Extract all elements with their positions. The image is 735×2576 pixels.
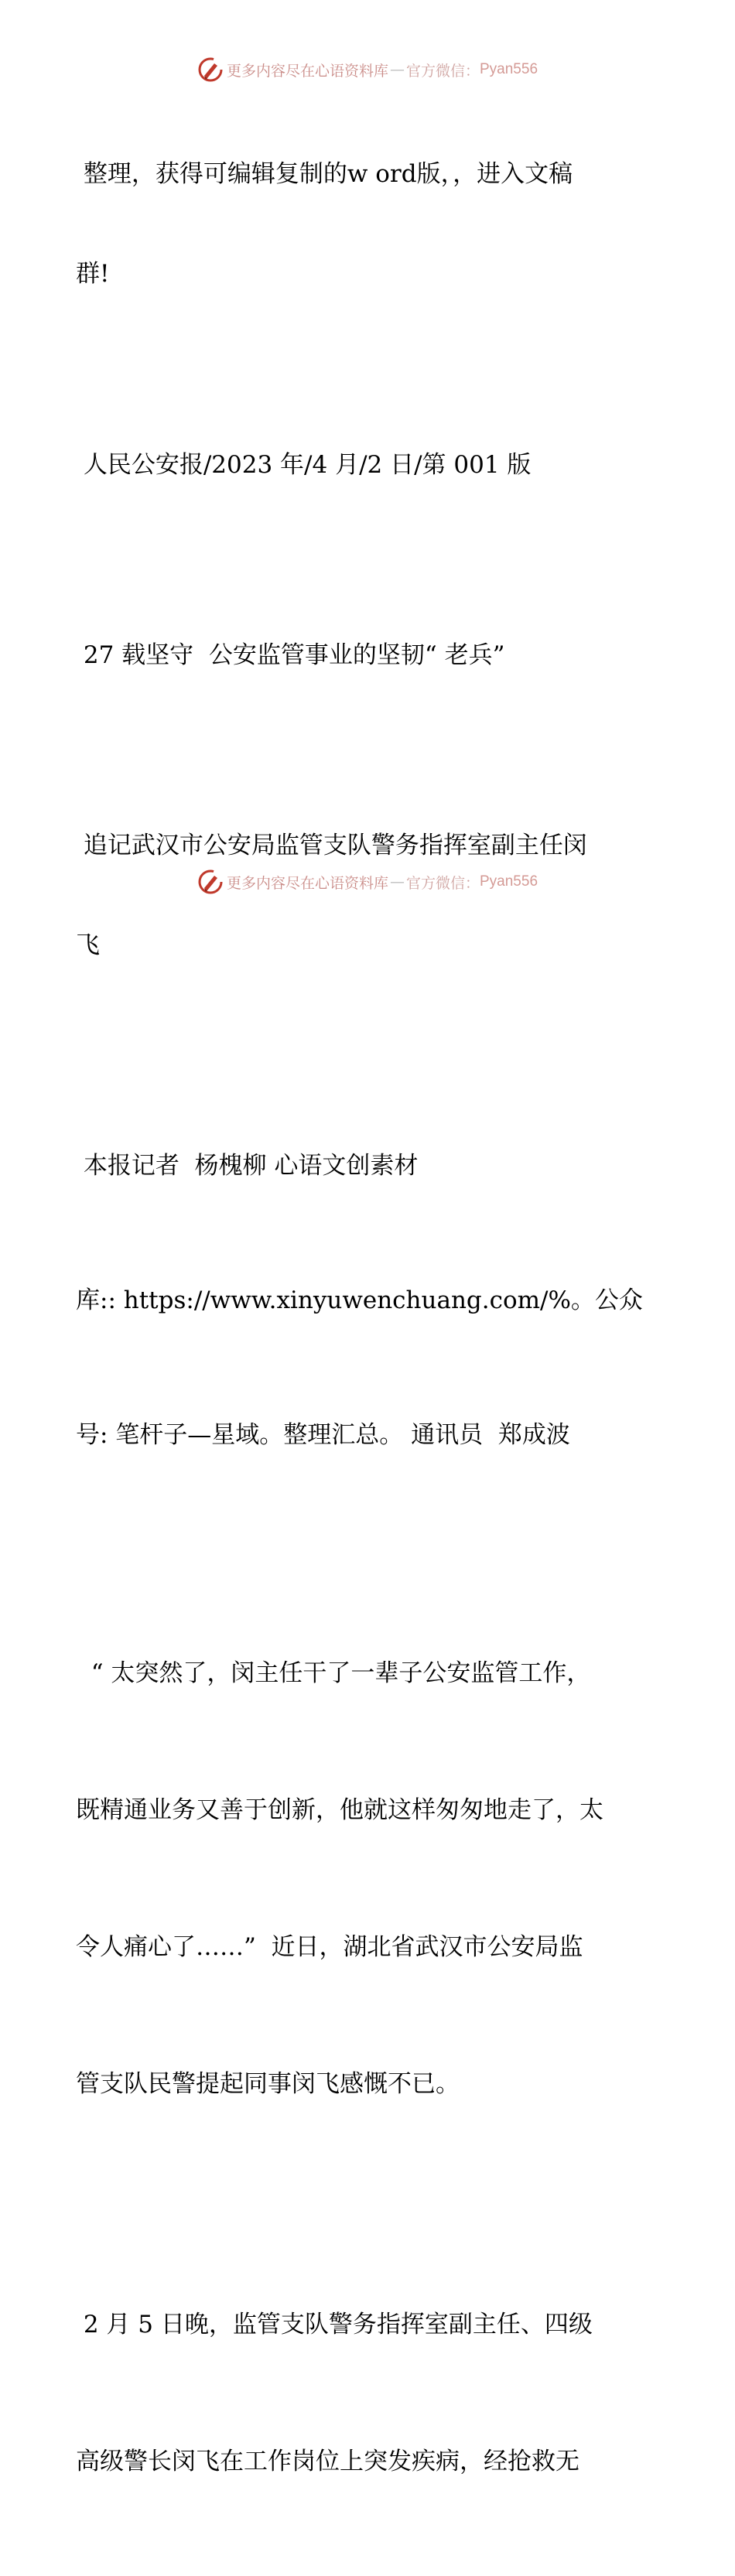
text-line: 人民公安报/2023 年/4 月/2 日/第 001 版: [76, 451, 532, 479]
watermark-text: 更多内容尽在心语资料库: [226, 874, 388, 892]
paragraph-source: [76, 382, 664, 548]
paragraph-body: [76, 2211, 664, 2576]
watermark-separator: —: [389, 61, 405, 78]
footer-watermark: [0, 866, 735, 897]
text-line: 令人痛心了……” 近日，湖北省武汉市公安局监: [76, 1933, 583, 1961]
watermark-account: Pyan556: [480, 873, 538, 890]
text-line: 群!: [76, 260, 110, 288]
text-line: “ 太突然了，闵主任干了一辈子公安监管工作，: [76, 1659, 591, 1687]
watermark-text: 更多内容尽在心语资料库: [226, 62, 388, 80]
article-title: [76, 572, 664, 739]
paragraph-quote: [76, 1560, 664, 2198]
text-line: 高级警长闵飞在工作岗位上突发疾病，经抢救无: [76, 2448, 579, 2475]
text-line: 整理，获得可编辑复制的w ord版，，进入文稿: [76, 160, 573, 188]
text-line: 库:: https://www.xinyuwenchuang.com/%。公众: [76, 1286, 643, 1314]
watermark-wechat-label: 官方微信：: [405, 874, 480, 892]
pen-logo-icon: [197, 869, 224, 895]
text-line: 管支队民警提起同事闵飞感慨不已。: [76, 2070, 460, 2098]
text-line: 号: 笔杆子—星域。整理汇总。 通讯员 郑成波: [76, 1421, 570, 1449]
watermark-wechat-label: 官方微信：: [405, 62, 480, 80]
pen-logo-icon: [197, 56, 224, 83]
paragraph-intro: [76, 91, 664, 357]
text-line: 追记武汉市公安局监管支队警务指挥室副主任闵: [76, 832, 587, 859]
text-line: 2 月 5 日晚，监管支队警务指挥室副主任、四级: [76, 2311, 593, 2339]
paragraph-byline: [76, 1054, 664, 1547]
watermark-separator: —: [389, 873, 405, 890]
header-watermark: [0, 54, 735, 85]
text-line: 本报记者 杨槐柳 心语文创素材: [76, 1152, 419, 1180]
document-body: [76, 91, 664, 2576]
text-line: 既精通业务又善于创新，他就这样匆匆地走了，太: [76, 1796, 603, 1824]
watermark-account: Pyan556: [480, 61, 538, 77]
text-line: 27 载坚守 公安监管事业的坚韧“ 老兵”: [76, 641, 505, 669]
text-line: 飞: [76, 931, 100, 959]
